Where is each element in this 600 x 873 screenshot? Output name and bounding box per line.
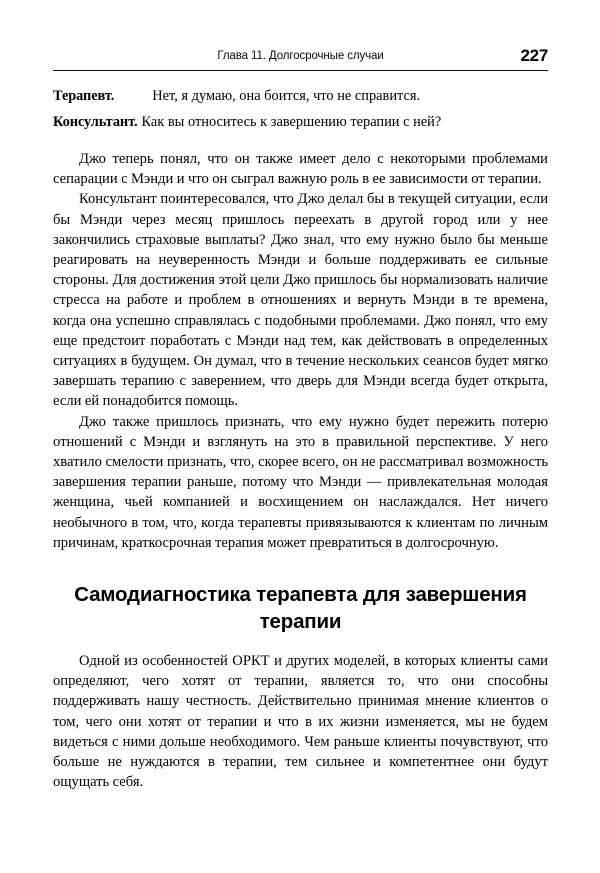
chapter-title: Глава 11. Долгосрочные случаи — [217, 50, 384, 62]
dialogue-speaker: Терапевт. — [53, 88, 115, 104]
body-paragraph: Джо также пришлось признать, что ему нужно будет пережить потерю отношений с Мэнди и взглянуть на это в правильной перспективе. У него хватило смелости признать, что, скорее всего, он не рассматривал возможность завершения терапии раньше, потому что Мэнди — привлекательная молодая женщина, чьей компанией и восхищением он наслаждался. Нет ничего необычного в том, что, когда терапевты привязываются к клиентам по личным причинам, краткосрочная терапия может превратиться в долгосрочную. — [53, 413, 548, 551]
paragraph-block — [53, 412, 548, 553]
paragraph-block — [53, 651, 548, 792]
paragraph-block — [53, 149, 548, 189]
dialogue-text: Как вы относитесь к завершению терапии с ней? — [141, 114, 442, 130]
body-paragraph: Джо теперь понял, что он также имеет дело с некоторыми проблемами сепарации с Мэнди и что он сыграл важную роль в ее зависимости от терапии. — [53, 151, 548, 188]
dialogue-text: Нет, я думаю, она боится, что не справится. — [152, 88, 421, 104]
paragraph-block — [53, 189, 548, 411]
header-rule — [53, 70, 548, 71]
section-heading: Самодиагностика терапевта для завершения терапии — [74, 583, 527, 634]
running-header — [53, 46, 548, 70]
section-heading-block — [53, 581, 548, 635]
text-column — [53, 84, 548, 792]
page-number: 227 — [520, 46, 548, 65]
body-paragraph: Консультант поинтересовался, что Джо делал бы в текущей ситуации, если бы Мэнди через месяц пришлось переехать в другой город или у нее закончились страховые выплаты? Джо знал, что ему нужно было бы меньше реагировать на неуверенность Мэнди и больше поддерживать ее сильные стороны. Для достижения этой цели Джо пришлось бы нормализовать наличие стресса на работе и проблем в отношениях и вернуть Мэнди в те времена, когда она успешно справлялась с подобными проблемами. Джо понял, что ему еще предстоит поработать с Мэнди над тем, как действовать в определенных ситуациях в будущем. Он думал, что в течение нескольких сеансов будет мягко завершать терапию с заверением, что дверь для Мэнди всегда будет открыта, если ей понадобится помощь. — [53, 191, 548, 410]
dialogue-line — [53, 84, 548, 109]
dialogue-speaker: Консультант. — [53, 114, 138, 130]
dialogue-line — [53, 110, 548, 135]
body-paragraph: Одной из особенностей ОРКТ и других моделей, в которых клиенты сами определяют, чего хотят от терапии, является то, что они способны поддерживать нашу честность. Действительно принимая мнение клиентов о том, чего они хотят от терапии и что в их жизни изменяется, мы не будем видеться с ними дольше необходимого. Чем раньше клиенты почувствуют, что больше не нуждаются в терапии, тем сильнее и компетентнее они будут ощущать себя. — [53, 653, 548, 791]
